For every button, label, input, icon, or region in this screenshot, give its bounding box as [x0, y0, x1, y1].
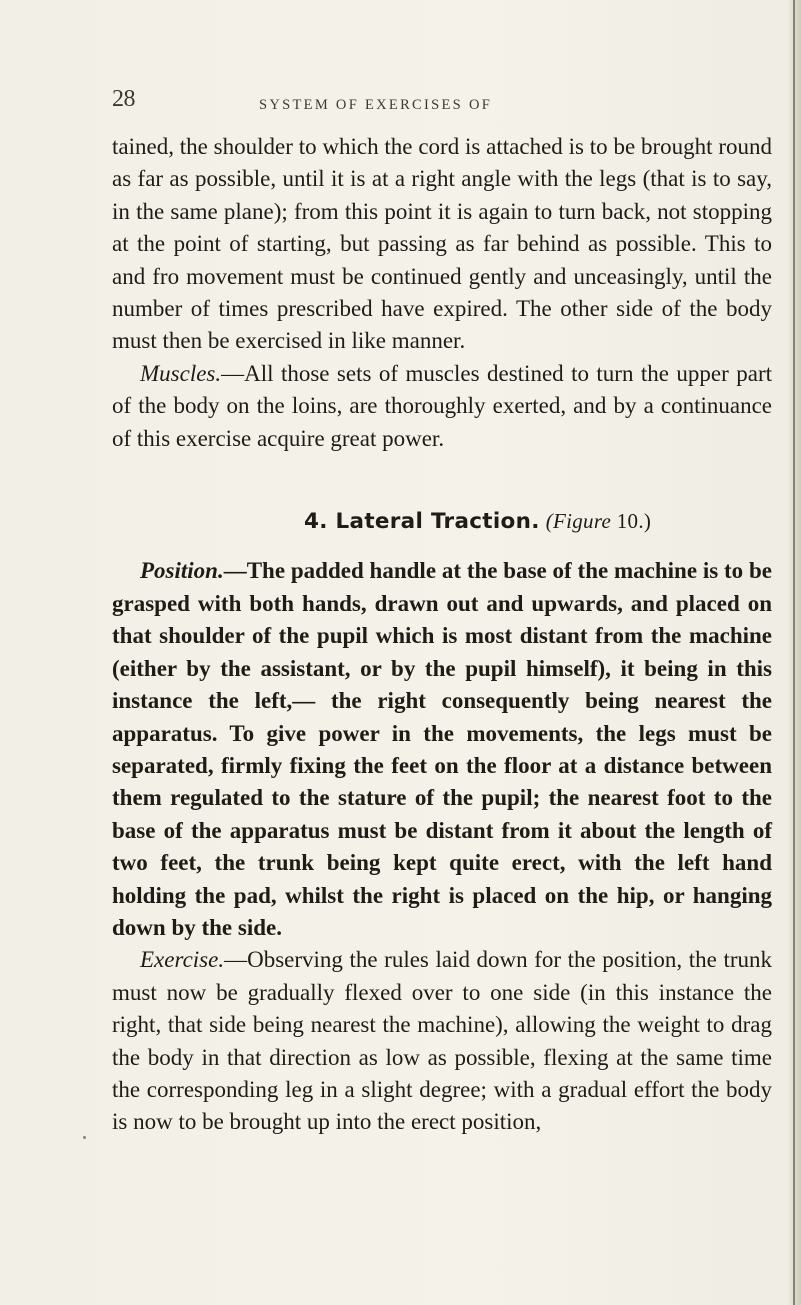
exercise-text: —Observing the rules laid down for the position, the trunk must now be gradually flexed over to one side (in this instance the right, that side being nearest the machine), allowing the weight to drag the body in that direction as low as possible, flexing at the same time the corresponding leg in a slight degree; with a gradual effort the body is now to be brought up into the erect position,: [112, 947, 772, 1135]
body-text: [112, 131, 772, 1139]
position-text: —The padded handle at the base of the machine is to be grasped with both hands, drawn out and upwards, and placed on that shoulder of the pupil which is most distant from the machine (either by the assistant, or by the pupil himself), it being in this instance the left,— the right consequently being nearest the apparatus. To give power in the movements, the legs must be separated, firmly fixing the feet on the floor at a distance between them regulated to the stature of the pupil; the nearest foot to the base of the apparatus must be distant from it about the length of two feet, the trunk being kept quite erect, with the left hand holding the pad, whilst the right is placed on the hip, or hanging down by the side.: [112, 558, 772, 940]
figure-reference-label: (Figure: [545, 509, 612, 534]
exercise-label: Exercise.: [140, 947, 225, 973]
page-edge-line: [793, 0, 795, 1305]
muscles-label: Muscles.: [140, 360, 222, 386]
section-heading-title: 4. Lateral Traction.: [304, 509, 540, 535]
paragraph-continuation: tained, the shoulder to which the cord is attached is to be brought round as far as possible, until it is at a right angle with the legs (that is to say, in the same plane); from this point it is again to turn back, not stopping at the point of starting, but passing as far behind as possible. This to and fro movement must be continued gently and unceasingly, until the number of times prescribed have expired. The other side of the body must then be exercised in like manner.: [112, 134, 772, 354]
position-label: Position.: [140, 558, 224, 584]
section-heading: [112, 505, 772, 538]
figure-reference: [546, 509, 652, 533]
page-number: 28: [112, 86, 135, 112]
paper-speck: [83, 1136, 86, 1139]
paragraph-exercise: [112, 944, 772, 1138]
paragraph-position: [112, 555, 772, 944]
muscles-text: —All those sets of muscles destined to turn the upper part of the body on the loins, are thoroughly exerted, and by a continuance of this exercise acquire great power.: [112, 360, 772, 451]
paragraph-muscles: [112, 358, 772, 455]
figure-reference-number: 10.): [616, 509, 652, 534]
running-head: SYSTEM OF EXERCISES OF: [259, 97, 493, 113]
